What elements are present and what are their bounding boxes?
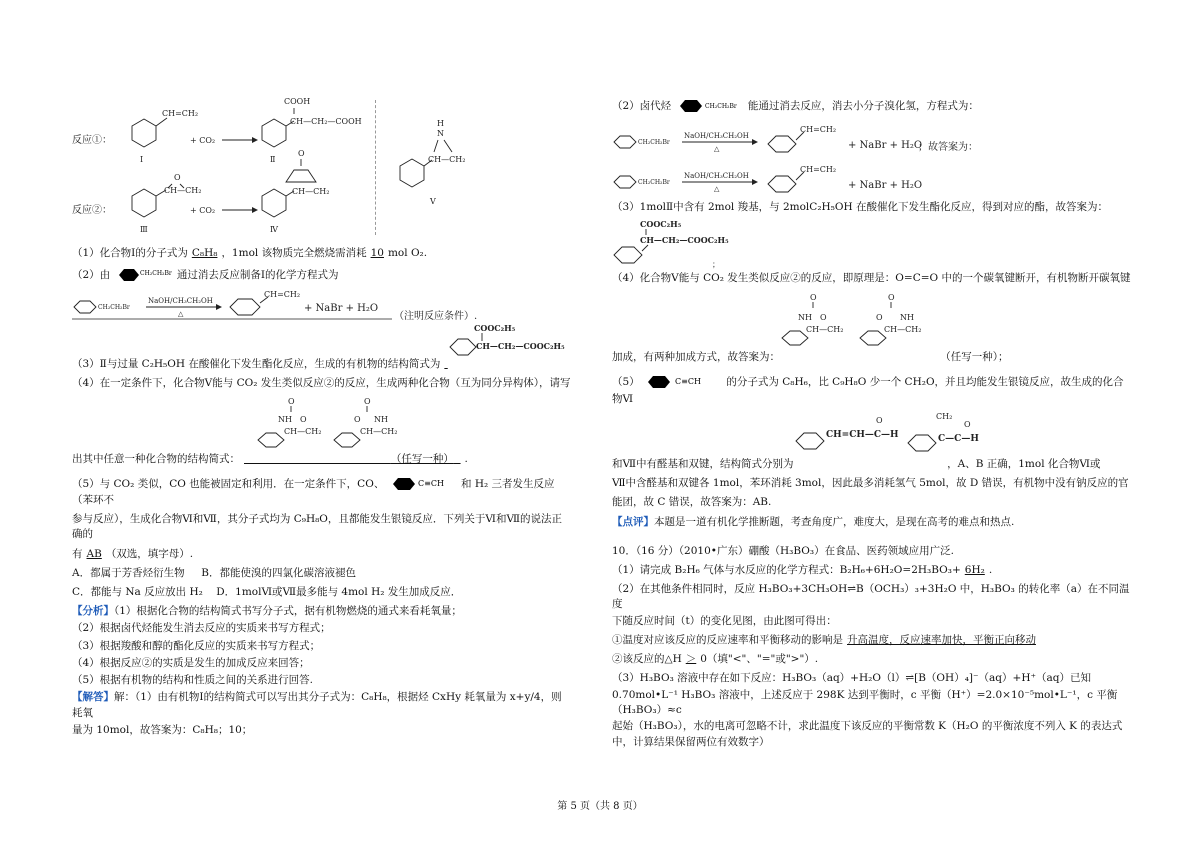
comment-tag: 【点评】 [612, 515, 654, 528]
question-10-2b [612, 614, 1132, 629]
question-5 [72, 475, 572, 508]
answer-2 [612, 96, 1132, 116]
option-b: B．都能使溴的四氯化碳溶液褪色 [201, 566, 357, 579]
r3-ester-structure [612, 219, 1132, 271]
answer-4b [612, 350, 1132, 365]
group-acid-chain: CH—CH₂—COOH [290, 117, 362, 126]
q4-structures [72, 396, 572, 452]
q2-bromide-structure [114, 265, 174, 285]
r3-ester-top: COOC₂H₅ [640, 219, 682, 230]
r5-text: （5） [612, 375, 640, 388]
q2-text-a: （2）由 [72, 269, 111, 282]
r3-end: ； [712, 260, 720, 270]
q3-blank [440, 358, 451, 370]
option-c: C．都能与 Na 反应放出 H₂ [72, 585, 203, 598]
option-d: D．1molⅥ或Ⅶ最多能与 4mol H₂ 发生加成反应． [216, 585, 462, 598]
analysis-text-3: （3）根据羧酸和醇的酯化反应的实质来书写方程式； [72, 639, 321, 652]
label-compound-5: Ⅴ [430, 197, 436, 206]
solution-tag: 【解答】 [72, 691, 114, 704]
q5-alkyne-group: C≡CH [417, 478, 444, 488]
q2-note: （注明反应条件）. [394, 311, 478, 322]
r4-struct-b-chain: CH—CH₂ [884, 325, 922, 335]
question-10-3 [612, 671, 1132, 686]
r2-equation-2-drawing [612, 160, 1132, 200]
analysis-text-4: （4）根据反应②的实质是发生的加成反应来回答； [72, 656, 310, 669]
epoxide-oxygen: O [174, 173, 181, 182]
q5-text-b: 和 H₂ 三者发生反应（苯环不 [72, 477, 555, 506]
q10-3-text-c: 起始（H₃BO₃），水的电离可忽略不计，求此温度下该反应的平衡常数 K（H₂O 的平衡浓度不列入 K 的表达式 [612, 719, 1123, 732]
r2-text: （2）卤代烃 [612, 100, 672, 112]
benzene-ring-3 [132, 189, 156, 217]
analysis-1 [72, 604, 572, 619]
solution-text-1: 解：（1）由有机物Ⅰ的结构简式可以写出其分子式为：C₈H₈，根据烃 CxHy 耗氧量为 x+y/4，则耗氧 [72, 691, 562, 719]
r5-product-1-oxygen: O [876, 415, 883, 425]
r5-text-e: Ⅶ中含醛基和双键各 1mol，苯环消耗 3mol，因此最多消耗氢气 5mol，故 D 错误，有机物中没有钠反应的官 [612, 477, 1129, 490]
question-10-2-i [612, 633, 1132, 648]
left-column [72, 96, 572, 742]
q4-blank [240, 453, 465, 465]
solution-1b [72, 723, 572, 738]
q5-text-d: 有 [72, 547, 83, 560]
q1-text: （1）化合物Ⅰ的分子式为 [72, 247, 188, 259]
benzene-ring-4 [262, 189, 286, 217]
r3-text: （3）1molⅡ中含有 2mol 羧基，与 2molC₂H₅OH 在酸催化下发生酯化反应，得到对应的酯，故答案为： [612, 201, 1108, 213]
q10-2-text-b: 下随反应时间（t）的变化见图，由此图可得出： [612, 614, 837, 627]
benzene-ring-5 [400, 159, 424, 187]
r5-alkyne-group: C≡CH [675, 376, 701, 386]
question-10-3b [612, 688, 1132, 718]
question-2 [72, 265, 572, 285]
r2-eq1-delta: △ [714, 145, 720, 153]
analysis-text-1: （1）根据化合物的结构简式书写分子式，据有机物燃烧的通式来看耗氧量； [114, 605, 462, 618]
answer-4 [612, 271, 1132, 286]
reaction-scheme [72, 96, 572, 246]
r5-text-b: 的分子式为 C₈H₆，比 C₉H₈O 少一个 CH₂O，并且均能发生银镜反应，故生成的化合物Ⅵ [612, 375, 1124, 405]
r4-struct-a-chain: CH—CH₂ [806, 325, 844, 335]
r5-text-c: 和Ⅶ中有醛基和双键，结构简式分别为 [612, 457, 794, 470]
reaction2-label: 反应②： [72, 205, 112, 216]
q2-equation-drawing [72, 289, 572, 321]
reaction1-label: 反应①： [72, 135, 112, 146]
analysis-3 [72, 639, 572, 654]
q10-2-i-answer: 升高温度，反应速率加快，平衡正向移动 [847, 633, 1036, 646]
q4-struct-b-nh: NH [374, 414, 388, 424]
q2-bromide-group: CH₂CH₂Br [139, 270, 172, 278]
q1-mid: ，1mol 该物质完全燃烧需消耗 [221, 247, 367, 259]
r5-product-2: C—C—H [938, 433, 979, 444]
amine-nh-label: N [437, 129, 444, 138]
q3-ester-drawing [72, 321, 572, 357]
right-column [612, 96, 1132, 754]
r2-eq1-answer: ；故答案为： [918, 142, 978, 153]
r2-eq1-reactant: CH₂CH₂Br [638, 139, 670, 146]
q10-3-text-d: 中，计算结果保留两位有效数字） [612, 736, 770, 749]
r5-text-f: 能团，故 C 错误，故答案为：AB. [612, 496, 772, 509]
amine-h-label: H [437, 119, 444, 128]
plus-co2-1: + CO₂ [190, 136, 216, 145]
reaction-scheme-drawing [72, 96, 572, 246]
r5-product-1: CH=CH—C—H [826, 429, 899, 440]
q10-3-text: （3）H₃BO₃ 溶液中存在如下反应：H₃BO₃（aq）+H₂O（l）⇌[B（OH）₄]⁻（aq）+H⁺（aq）已知 [612, 672, 1091, 685]
q4-struct-a-oxygen: O [288, 396, 295, 406]
page-footer: 第 5 页（共 8 页） [557, 801, 643, 812]
r2-eq2-delta: △ [714, 185, 720, 193]
question-10 [612, 544, 1132, 559]
q4-struct-a-oxygen-ring: O [300, 414, 307, 424]
amine-chain: CH—CH₂ [428, 155, 466, 164]
q10-2-ii-end: 0（填"<"、"="或">"）. [700, 653, 819, 666]
r5-product-2-oxygen: O [964, 419, 971, 429]
q10-2-ii-text: ②该反应的△H [612, 653, 682, 666]
r4-struct-b-oxygen: O [888, 293, 895, 303]
question-10-1 [612, 563, 1132, 578]
label-compound-2: Ⅱ [270, 155, 276, 164]
plus-co2-2: + CO₂ [190, 206, 216, 215]
r4-struct-a-nh: NH [798, 313, 812, 323]
answer-3 [612, 200, 1132, 215]
q5-text-e: （双选，填字母）. [105, 547, 194, 560]
r3-ester-drawing [612, 219, 1132, 271]
answer-5f [612, 495, 1132, 510]
q10-1-text: （1）请完成 B₂H₆ 气体与水反应的化学方程式：B₂H₆+6H₂O=2H₃BO₃+ [612, 563, 961, 576]
q2-eq-reactant: CH₂CH₂Br [98, 304, 130, 312]
question-1 [72, 246, 572, 261]
label-compound-3: Ⅲ [140, 225, 148, 234]
analysis-tag: 【分析】 [72, 605, 114, 618]
r2-eq1-products: + NaBr + H₂O [848, 140, 923, 151]
r5-alkyne-structure [643, 372, 723, 392]
r4-struct-b-oxygen-ring: O [876, 313, 883, 323]
q4-structures-drawing [72, 396, 572, 452]
q10-1-answer: 6H₂ [964, 563, 985, 576]
benzene-ring-2 [262, 119, 286, 147]
analysis-2 [72, 621, 572, 636]
r2-eq1-vinyl: CH=CH₂ [800, 125, 837, 134]
group-carbonate: CH—CH₂ [292, 187, 330, 196]
r5-products [612, 411, 1132, 457]
q4-struct-a-chain: CH—CH₂ [284, 426, 322, 436]
r5-text-d: ，A、B 正确，1mol 化合物Ⅵ或 [947, 457, 1101, 470]
q3-ester-top: COOC₂H₅ [474, 323, 516, 334]
q10-2-i-text: ①温度对应该反应的反应速率和平衡移动的影响是 [612, 633, 843, 646]
q3-text: （3）Ⅱ与过量 C₂H₅OH 在酸催化下发生酯化反应，生成的有机物的结构简式为 [72, 358, 441, 371]
q5-answer: AB [86, 547, 102, 560]
r2-eq1-condition: NaOH/CH₃CH₂OH [684, 132, 749, 140]
answer-5 [612, 372, 1132, 407]
carbonate-oxygen-top: O [298, 149, 305, 158]
r4-text-b: 加成，有两种加成方式，故答案为： [612, 351, 780, 364]
q4-struct-b-chain: CH—CH₂ [360, 426, 398, 436]
analysis-text-5: （5）根据有机物的结构和性质之间的关系进行回答. [72, 674, 314, 687]
question-10-3c [612, 719, 1132, 734]
r2-eq2-condition: NaOH/CH₃CH₂OH [684, 172, 749, 180]
q5-text-a: （5）与 CO₂ 类似，CO 也能被固定和利用．在一定条件下，CO、 [72, 477, 385, 490]
r2-text-b: 能通过消去反应，消去小分子溴化氢，方程式为： [747, 100, 979, 112]
q5-alkyne-structure [388, 475, 458, 493]
q10-3-text-b: 0.70mol•L⁻¹ H₃BO₃ 溶液中，上述反应于 298K 达到平衡时，c 平衡（H⁺）=2.0×10⁻⁵mol•L⁻¹，c 平衡（H₃BO₃）≈c [612, 688, 1118, 716]
options-ab [72, 566, 572, 581]
label-compound-4: Ⅳ [270, 225, 278, 234]
options-cd [72, 585, 572, 600]
solution-text-1b: 量为 10mol，故答案为：C₈H₈；10； [72, 723, 253, 736]
q1-end: mol O₂. [387, 247, 428, 259]
r2-equation-2 [612, 160, 1132, 200]
q10-1-end: . [988, 563, 993, 576]
q4-note: （任写一种） [390, 452, 454, 465]
r4-structures-drawing [612, 290, 1132, 350]
q1-answer-formula: C₈H₈ [191, 247, 218, 259]
comment-text: 本题是一道有机化学推断题，考查角度广，难度大，是现在高考的难点和热点. [654, 515, 1015, 528]
r2-eq2-vinyl: CH=CH₂ [800, 165, 837, 174]
q4-struct-a-nh: NH [278, 414, 292, 424]
q4-struct-b-oxygen: O [364, 396, 371, 406]
q2-eq-vinyl: CH=CH₂ [264, 290, 301, 300]
r2-bromide-structure [675, 96, 745, 116]
option-a: A．都属于芳香烃衍生物 [72, 566, 185, 579]
q2-equation [72, 289, 572, 321]
q5-text-c: 参与反应），生成化合物Ⅵ和Ⅶ，其分子式均为 C₉H₈O，且都能发生银镜反应．下列关于Ⅵ和Ⅶ的说法正确的 [72, 513, 563, 541]
group-vinyl-1: CH=CH₂ [162, 109, 199, 118]
question-4 [72, 376, 572, 391]
group-cooh: COOH [284, 97, 311, 106]
r4-note: （任写一种）； [940, 351, 1009, 364]
r4-struct-a-oxygen: O [810, 293, 817, 303]
q3-ester-chain: CH—CH₂—COOC₂H₅ [476, 341, 565, 352]
question-10-2-ii [612, 652, 1132, 667]
r3-ester-chain: CH—CH₂—COOC₂H₅ [640, 235, 729, 246]
answer-5e [612, 476, 1132, 491]
q2-text-b: 通过消去反应制备Ⅰ的化学方程式为 [176, 269, 339, 282]
question-3 [72, 357, 572, 372]
analysis-5 [72, 673, 572, 688]
r4-struct-b-nh: NH [900, 313, 914, 323]
q4-struct-b-oxygen-ring: O [354, 414, 361, 424]
q4-text-b: 出其中任意一种化合物的结构简式： [72, 452, 240, 465]
benzene-ring-1 [132, 119, 156, 147]
r5-product-2-ch2: CH₂ [936, 411, 953, 421]
r2-bromide-group: CH₂CH₂Br [704, 103, 737, 110]
comment [612, 515, 1132, 530]
q2-eq-condition: NaOH/CH₃CH₂OH [148, 297, 213, 306]
question-4b: 出其中任意一种化合物的结构简式： （任写一种） . [72, 452, 468, 465]
analysis-text-2: （2）根据卤代烃能发生消去反应的实质来书写方程式； [72, 622, 331, 635]
q2-eq-delta: △ [178, 310, 184, 319]
question-5d [72, 547, 572, 562]
q10-title: 10．（16 分）（2010•广东）硼酸（H₃BO₃）在食品、医药领域应用广泛. [612, 544, 954, 557]
q3-ester-structure [72, 321, 572, 357]
r2-equation-1 [612, 120, 1132, 160]
label-compound-1: Ⅰ [140, 155, 144, 164]
answer-5c [612, 457, 1132, 472]
r2-eq2-reactant: CH₂CH₂Br [638, 179, 670, 186]
group-epoxide: CH—CH₂ [164, 186, 202, 195]
q10-2-text: （2）在其他条件相同时，反应 H₃BO₃+3CH₃OH⇌B（OCH₃）₃+3H₂O 中，H₃BO₃ 的转化率（a）在不同温度 [612, 583, 1130, 611]
q1-answer-oxygen: 10 [370, 247, 384, 259]
question-10-2 [612, 582, 1132, 612]
q4-text: （4）在一定条件下，化合物Ⅴ能与 CO₂ 发生类似反应②的反应，生成两种化合物（互为同分异构体），请写 [72, 377, 571, 390]
r2-equation-1-drawing [612, 120, 1132, 160]
analysis-4 [72, 656, 572, 671]
r4-structures [612, 290, 1132, 350]
r2-eq2-products: + NaBr + H₂O [848, 180, 923, 191]
question-5c [72, 512, 572, 542]
question-10-3d [612, 735, 1132, 750]
scheme-divider [375, 100, 376, 235]
q10-2-ii-answer: ＞ [685, 653, 697, 666]
q2-eq-products: + NaBr + H₂O [304, 303, 379, 315]
r4-struct-a-oxygen-ring: O [820, 313, 827, 323]
solution-1 [72, 690, 572, 720]
r4-text: （4）化合物Ⅴ能与 CO₂ 发生类似反应②的反应，即原理是：O=C=O 中的一个碳氧键断开，有机物断开碳氧键 [612, 272, 1131, 285]
r5-products-drawing [612, 411, 1132, 457]
